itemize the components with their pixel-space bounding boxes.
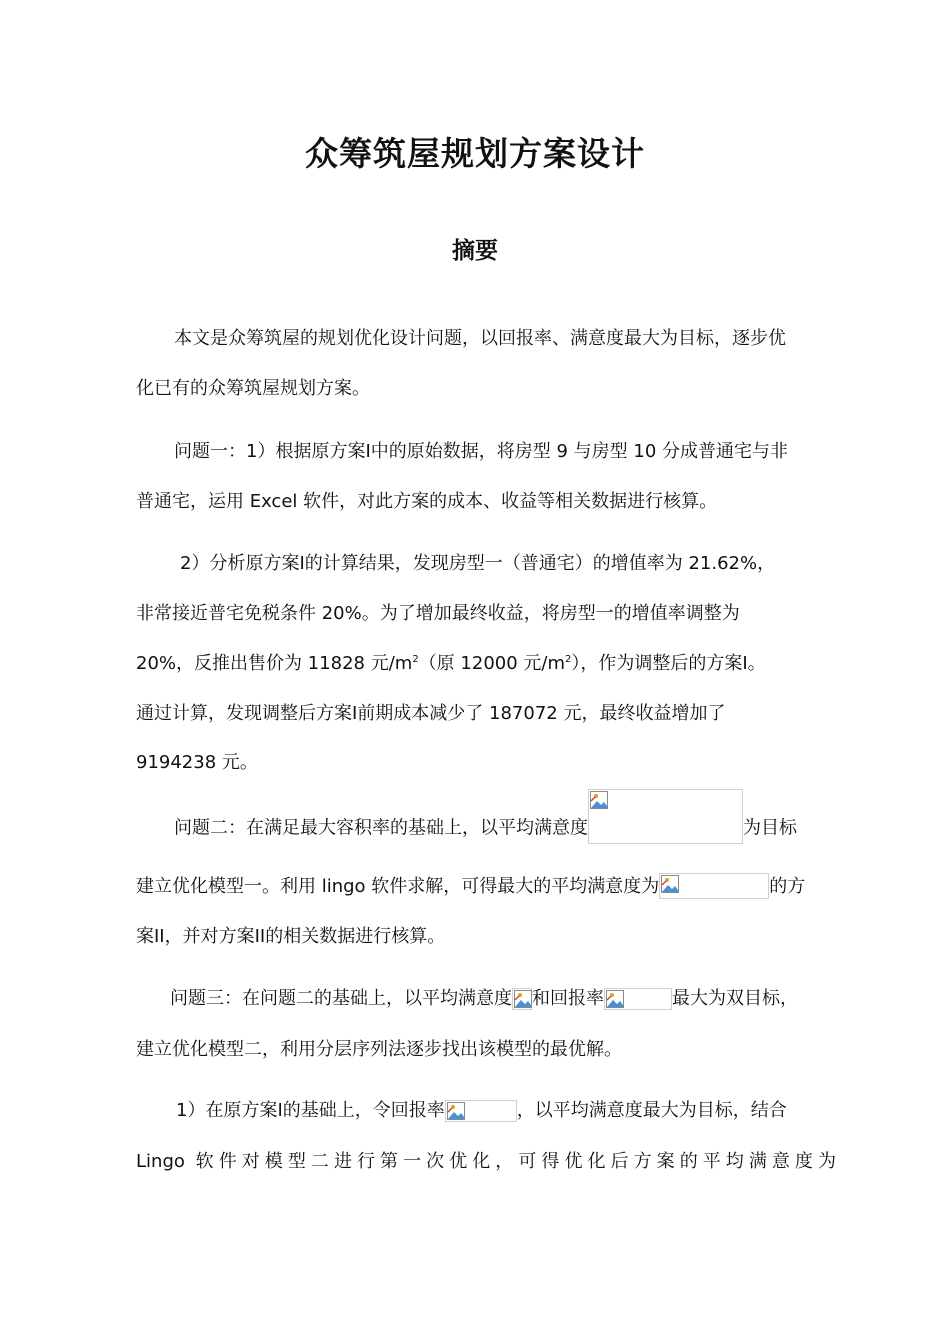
q3-line1-c: 最大为双目标， bbox=[672, 988, 798, 1009]
q1b-line4: 通过计算，发现调整后方案Ⅰ前期成本减少了 187072 元，最终收益增加了 bbox=[136, 703, 726, 724]
para1-line2: 化已有的众筹筑屋规划方案。 bbox=[136, 378, 370, 399]
abstract-heading: 摘要 bbox=[452, 238, 498, 264]
q1-line2: 普通宅，运用 Excel 软件，对此方案的成本、收益等相关数据进行核算。 bbox=[136, 491, 718, 512]
q3-line1-b: 和回报率 bbox=[532, 988, 604, 1009]
formula-image bbox=[604, 988, 672, 1010]
broken-image-icon bbox=[606, 990, 624, 1008]
broken-image-icon bbox=[514, 990, 532, 1008]
q3b-line1 bbox=[176, 1099, 836, 1123]
q3b-line2: Lingo 软件对模型二进行第一次优化，可得优化后方案的平均满意度为 bbox=[136, 1151, 836, 1172]
q2-line1-a: 问题二：在满足最大容积率的基础上，以平均满意度 bbox=[174, 817, 588, 839]
broken-image-icon bbox=[590, 791, 608, 809]
q2-line2 bbox=[136, 875, 836, 899]
q3b-line1-b: ，以平均满意度最大为目标，结合 bbox=[516, 1100, 787, 1121]
q3b-line1-a: 1）在原方案Ⅰ的基础上，令回报率 bbox=[176, 1100, 445, 1121]
q2-line2-b: 的方 bbox=[769, 876, 806, 897]
q2-line1 bbox=[174, 813, 836, 844]
superscript-2: 2 bbox=[565, 654, 572, 665]
formula-image bbox=[512, 988, 532, 1010]
page-title: 众筹筑屋规划方案设计 bbox=[305, 134, 645, 173]
q2-line1-b: 为目标 bbox=[743, 817, 797, 839]
formula-image bbox=[659, 873, 769, 899]
formula-image bbox=[445, 1100, 517, 1122]
q1b-line3-b: （原 12000 元/m bbox=[418, 653, 565, 674]
q3-line1-a: 问题三：在问题二的基础上，以平均满意度 bbox=[170, 988, 512, 1009]
broken-image-icon bbox=[661, 875, 679, 893]
formula-image bbox=[588, 789, 743, 844]
q1b-line3-a: 20%，反推出售价为 11828 元/m bbox=[136, 653, 413, 674]
superscript-2: 2 bbox=[412, 654, 419, 665]
q1b-line1: 2）分析原方案Ⅰ的计算结果，发现房型一（普通宅）的增值率为 21.62%， bbox=[180, 553, 776, 574]
q3-line2: 建立优化模型二，利用分层序列法逐步找出该模型的最优解。 bbox=[136, 1039, 622, 1060]
q2-line2-a: 建立优化模型一。利用 lingo 软件求解，可得最大的平均满意度为 bbox=[136, 876, 660, 897]
q1b-line3 bbox=[136, 652, 836, 676]
q1b-line3-c: ），作为调整后的方案Ⅰ。 bbox=[571, 653, 766, 674]
q1-line1: 问题一：1）根据原方案Ⅰ中的原始数据，将房型 9 与房型 10 分成普通宅与非 bbox=[174, 441, 789, 462]
q2-line3: 案II，并对方案II的相关数据进行核算。 bbox=[136, 926, 446, 947]
broken-image-icon bbox=[447, 1102, 465, 1120]
q1b-line5: 9194238 元。 bbox=[136, 752, 258, 773]
q3-line1 bbox=[170, 987, 836, 1011]
para1-line1: 本文是众筹筑屋的规划优化设计问题，以回报率、满意度最大为目标，逐步优 bbox=[174, 328, 786, 349]
q1b-line2: 非常接近普宅免税条件 20%。为了增加最终收益，将房型一的增值率调整为 bbox=[136, 603, 740, 624]
